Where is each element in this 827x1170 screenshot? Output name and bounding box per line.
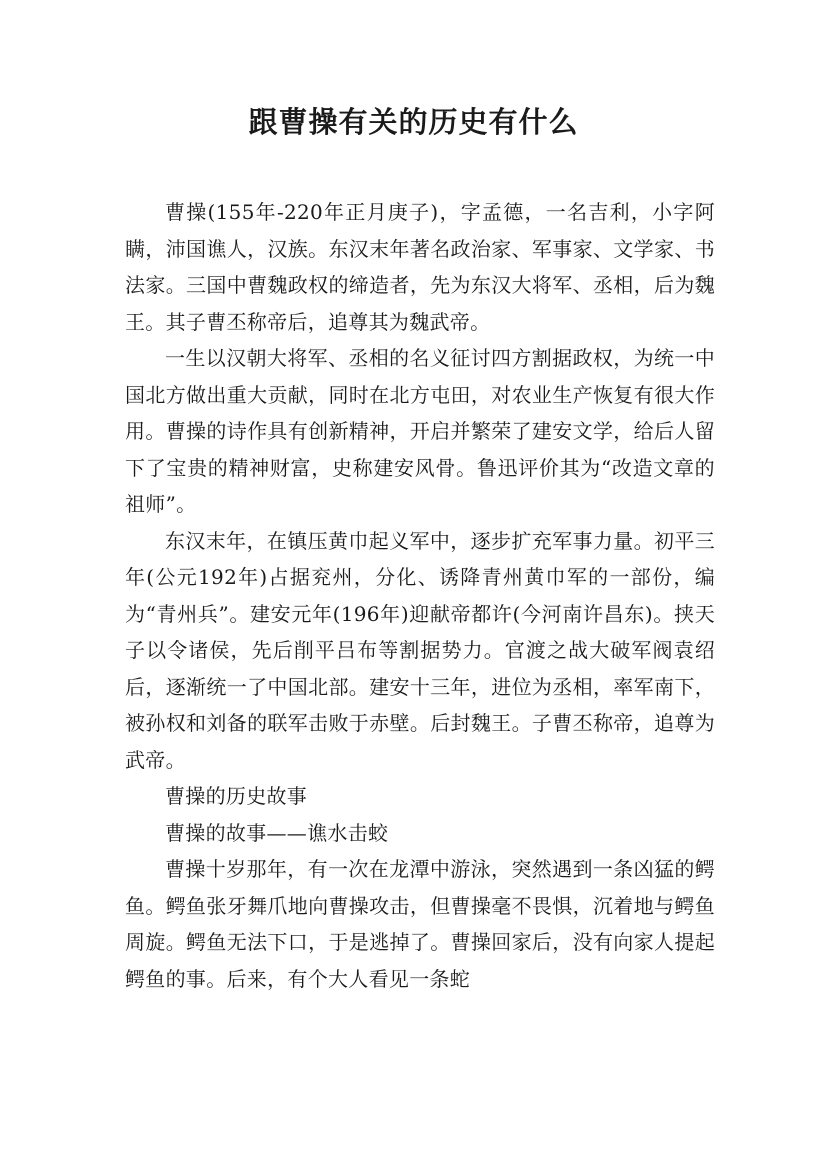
section-heading-stories: 曹操的历史故事 <box>165 784 308 808</box>
paragraph-military: 东汉末年，在镇压黄巾起义军中，逐步扩充军事力量。初平三年(公元192年)占据兖州，分化、诱降青州黄巾军的一部份，编为“青州兵”。建安元年(196年)迎献帝都许(今河南许昌东)。挟天子以令诸侯，先后削平吕布等割据势力。官渡之战大破军阀袁绍后，逐渐统一了中国北部。建安十三年，进位为丞相，率军南下，被孙权和刘备的联军击败于赤壁。后封魏王。子曹丕称帝，追尊为武帝。 <box>125 528 715 772</box>
paragraph-story: 曹操十岁那年，有一次在龙潭中游泳，突然遇到一条凶猛的鳄鱼。鳄鱼张牙舞爪地向曹操攻击，但曹操毫不畏惧，沉着地与鳄鱼周旋。鳄鱼无法下口，于是逃掉了。曹操回家后，没有向家人提起鳄鱼的事。后来，有个大人看见一条蛇 <box>125 857 715 991</box>
document-title: 跟曹操有关的历史有什么 <box>248 105 579 139</box>
paragraph-intro: 曹操(155年-220年正月庚子)，字孟德，一名吉利，小字阿瞒，沛国谯人，汉族。东汉末年著名政治家、军事家、文学家、书法家。三国中曹魏政权的缔造者，先为东汉大将军、丞相，后为魏王。其子曹丕称帝后，追尊其为魏武帝。 <box>125 200 715 334</box>
paragraph-career: 一生以汉朝大将军、丞相的名义征讨四方割据政权，为统一中国北方做出重大贡献，同时在北方屯田，对农业生产恢复有很大作用。曹操的诗作具有创新精神，开启并繁荣了建安文学，给后人留下了宝贵的精神财富，史称建安风骨。鲁迅评价其为“改造文章的祖师”。 <box>125 346 715 516</box>
story-heading: 曹操的故事——谯水击蛟 <box>165 820 389 845</box>
document-body <box>125 194 715 997</box>
